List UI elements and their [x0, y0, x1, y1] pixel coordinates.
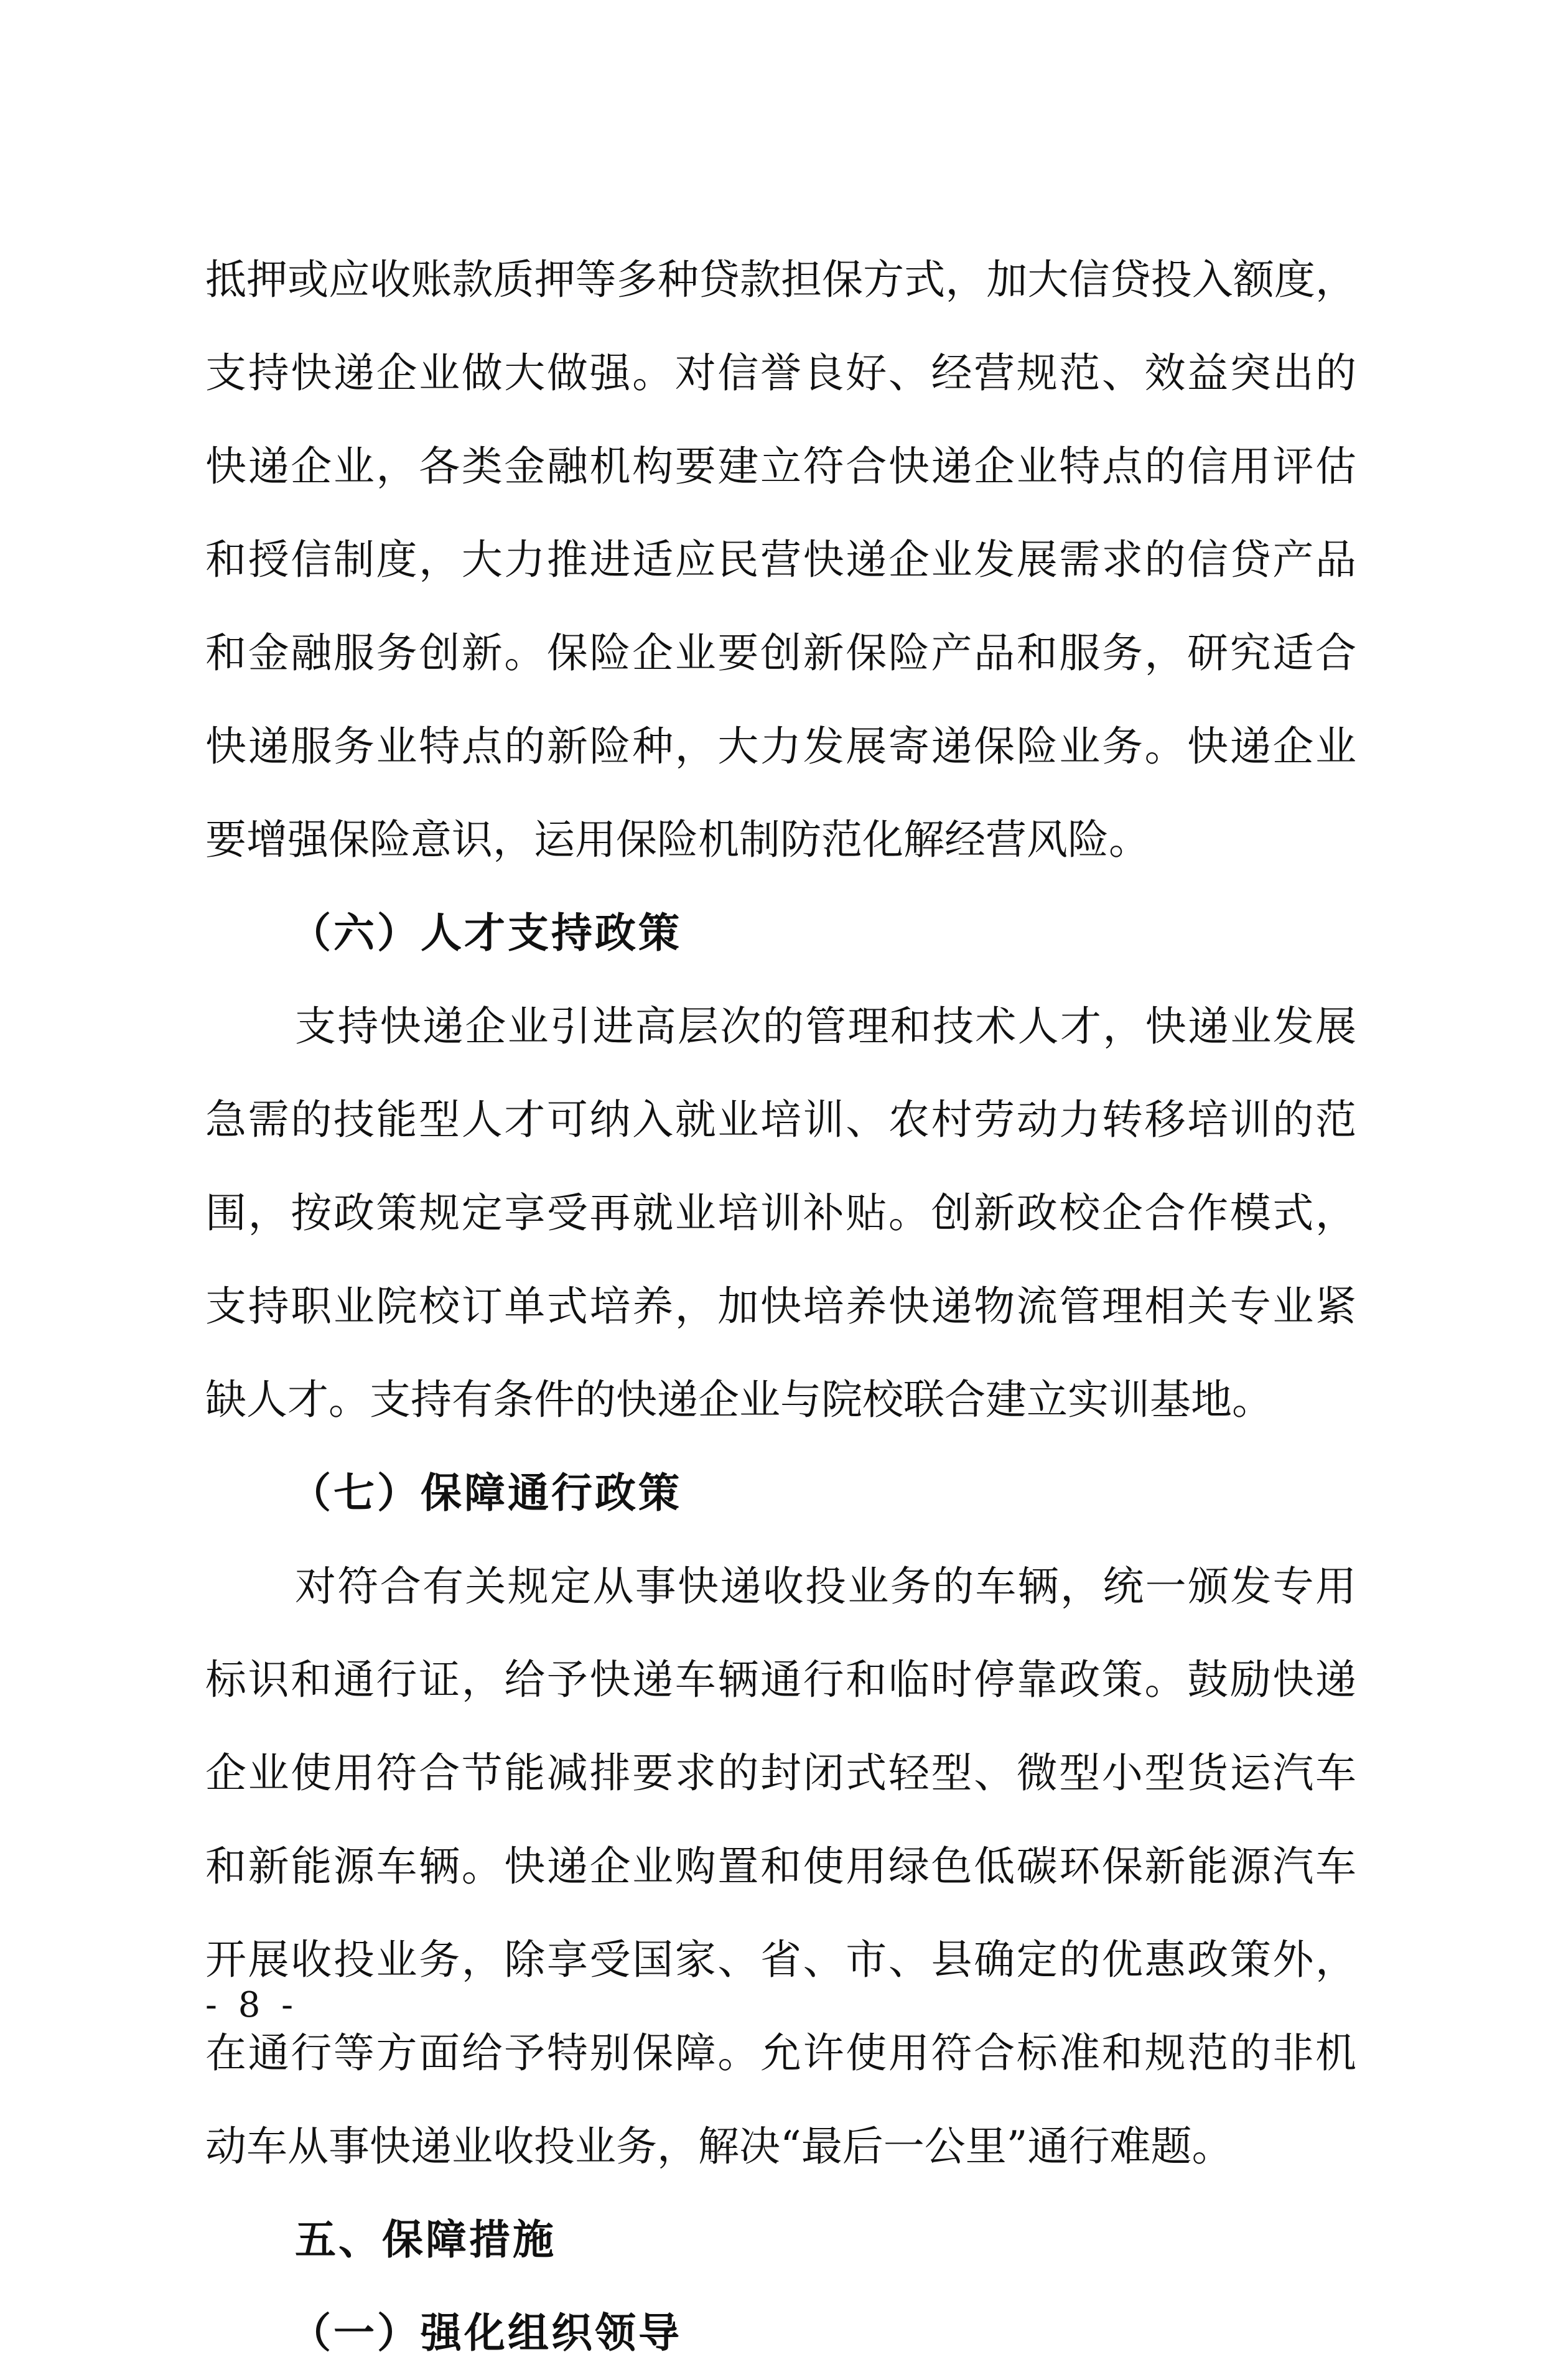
section-heading-traffic-policy: （七）保障通行政策	[290, 1469, 682, 1517]
paragraph-line: 要增强保险意识，运用保险机制防范化解经营风险。	[205, 816, 1150, 864]
section-heading-talent-policy: （六）人才支持政策	[290, 909, 682, 957]
paragraph-line: 对符合有关规定从事快递收投业务的车辆，统一颁发专用	[295, 1562, 1356, 1610]
paragraph-line: 企业使用符合节能减排要求的封闭式轻型、微型小型货运汽车	[205, 1749, 1356, 1797]
paragraph-line: 标识和通行证，给予快递车辆通行和临时停靠政策。鼓励快递	[205, 1656, 1356, 1704]
paragraph-line: 开展收投业务，除享受国家、省、市、县确定的优惠政策外，	[205, 1936, 1356, 1984]
paragraph-line: 快递企业，各类金融机构要建立符合快递企业特点的信用评估	[205, 442, 1356, 490]
section-heading-organization-leadership: （一）强化组织领导	[290, 2309, 682, 2357]
paragraph-line: 急需的技能型人才可纳入就业培训、农村劳动力转移培训的范	[205, 1096, 1356, 1144]
paragraph-line: 和新能源车辆。快递企业购置和使用绿色低碳环保新能源汽车	[205, 1842, 1356, 1890]
paragraph-line: 围，按政策规定享受再就业培训补贴。创新政校企合作模式，	[205, 1189, 1356, 1237]
paragraph-line: 缺人才。支持有条件的快递企业与院校联合建立实训基地。	[205, 1376, 1273, 1424]
paragraph-line: 支持职业院校订单式培养，加快培养快递物流管理相关专业紧	[205, 1282, 1356, 1330]
paragraph-line: 支持快递企业做大做强。对信誉良好、经营规范、效益突出的	[205, 349, 1356, 397]
paragraph-line: 和授信制度，大力推进适应民营快递企业发展需求的信贷产品	[205, 536, 1356, 584]
paragraph-line: 动车从事快递业收投业务，解决“最后一公里”通行难题。	[205, 2122, 1233, 2170]
paragraph-line: 和金融服务创新。保险企业要创新保险产品和服务，研究适合	[205, 629, 1356, 677]
page-number: - 8 -	[205, 1985, 299, 2025]
paragraph-line: 在通行等方面给予特别保障。允许使用符合标准和规范的非机	[205, 2029, 1356, 2077]
chapter-heading-safeguard-measures: 五、保障措施	[295, 2216, 556, 2264]
paragraph-line: 支持快递企业引进高层次的管理和技术人才，快递业发展	[295, 1002, 1356, 1050]
paragraph-line: 抵押或应收账款质押等多种贷款担保方式，加大信贷投入额度，	[205, 256, 1356, 304]
paragraph-line: 快递服务业特点的新险种，大力发展寄递保险业务。快递企业	[205, 722, 1356, 770]
document-body	[205, 233, 1356, 2380]
